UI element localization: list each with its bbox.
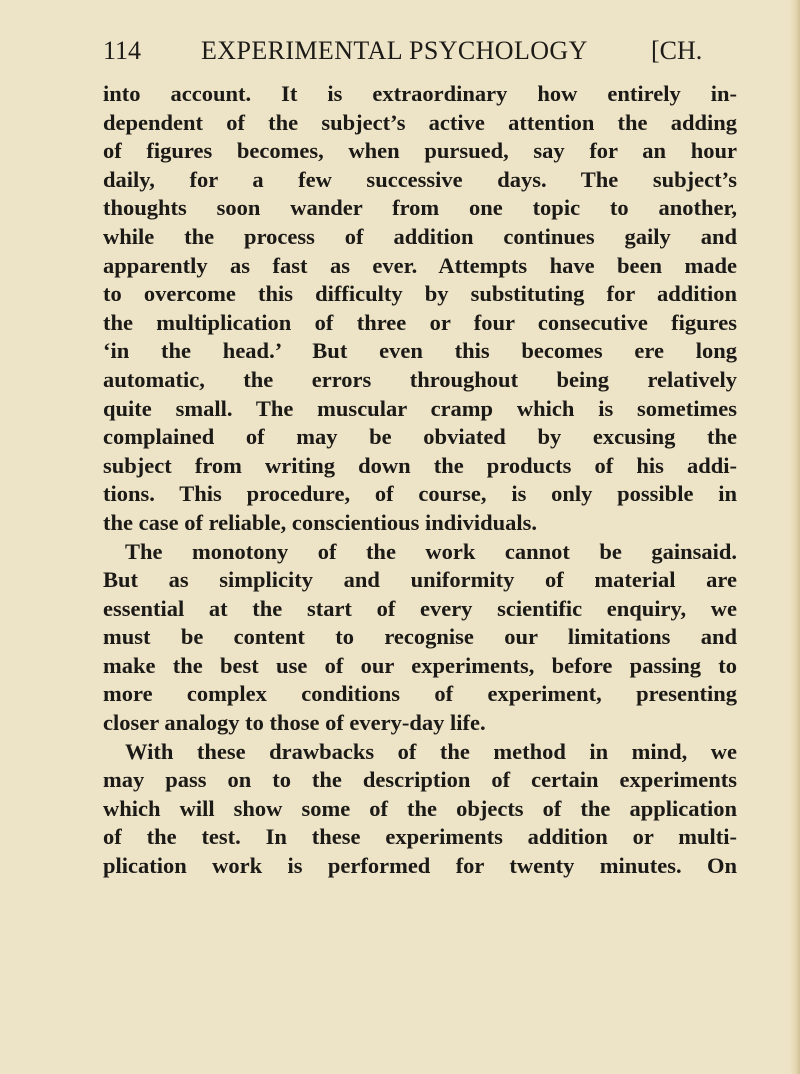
running-head <box>103 36 753 76</box>
text-line: closer analogy to those of every-day life. <box>103 710 486 736</box>
text-line: tions. This procedure, of course, is only possible in <box>103 481 737 507</box>
page-number: 114 <box>103 36 142 65</box>
text-line: make the best use of our experiments, before passing to <box>103 652 737 678</box>
text-line: subject from writing down the products of his addi- <box>103 452 737 478</box>
text-line: while the process of addition continues gaily and <box>103 223 737 249</box>
text-line: quite small. The muscular cramp which is sometimes <box>103 395 737 421</box>
text-line: the case of reliable, conscientious individuals. <box>103 509 537 535</box>
text-line: of the test. In these experiments addition or multi- <box>103 824 737 850</box>
body-text <box>103 80 737 881</box>
text-line: plication work is performed for twenty minutes. On <box>103 853 737 879</box>
text-line: dependent of the subject’s active attention the adding <box>103 109 737 135</box>
text-line: more complex conditions of experiment, presenting <box>103 681 737 707</box>
text-line: of figures becomes, when pursued, say for an hour <box>103 138 737 164</box>
text-line: must be content to recognise our limitations and <box>103 624 737 650</box>
text-line: into account. It is extraordinary how entirely in- <box>103 81 737 106</box>
text-line: daily, for a few successive days. The subject’s <box>103 166 737 192</box>
text-line: automatic, the errors throughout being relatively <box>103 366 737 392</box>
text-line: But as simplicity and uniformity of material are <box>103 567 737 593</box>
text-line: which will show some of the objects of the application <box>103 795 737 821</box>
text-line: thoughts soon wander from one topic to another, <box>103 195 737 221</box>
text-line: complained of may be obviated by excusing the <box>103 424 737 450</box>
text-line: to overcome this difficulty by substituting for addition <box>103 281 737 307</box>
text-line: The monotony of the work cannot be gainsaid. <box>125 538 737 564</box>
text-line: With these drawbacks of the method in mind, we <box>125 738 737 764</box>
text-line: may pass on to the description of certain experiments <box>103 767 737 793</box>
page-edge-shadow <box>790 0 800 1074</box>
chapter-mark: [CH. <box>651 36 703 65</box>
running-title: EXPERIMENTAL PSYCHOLOGY <box>201 36 588 65</box>
text-line: essential at the start of every scientific enquiry, we <box>103 595 737 621</box>
text-line: the multiplication of three or four consecutive figures <box>103 309 737 335</box>
text-line: apparently as fast as ever. Attempts have been made <box>103 252 737 278</box>
text-line: ‘in the head.’ But even this becomes ere long <box>103 338 737 364</box>
